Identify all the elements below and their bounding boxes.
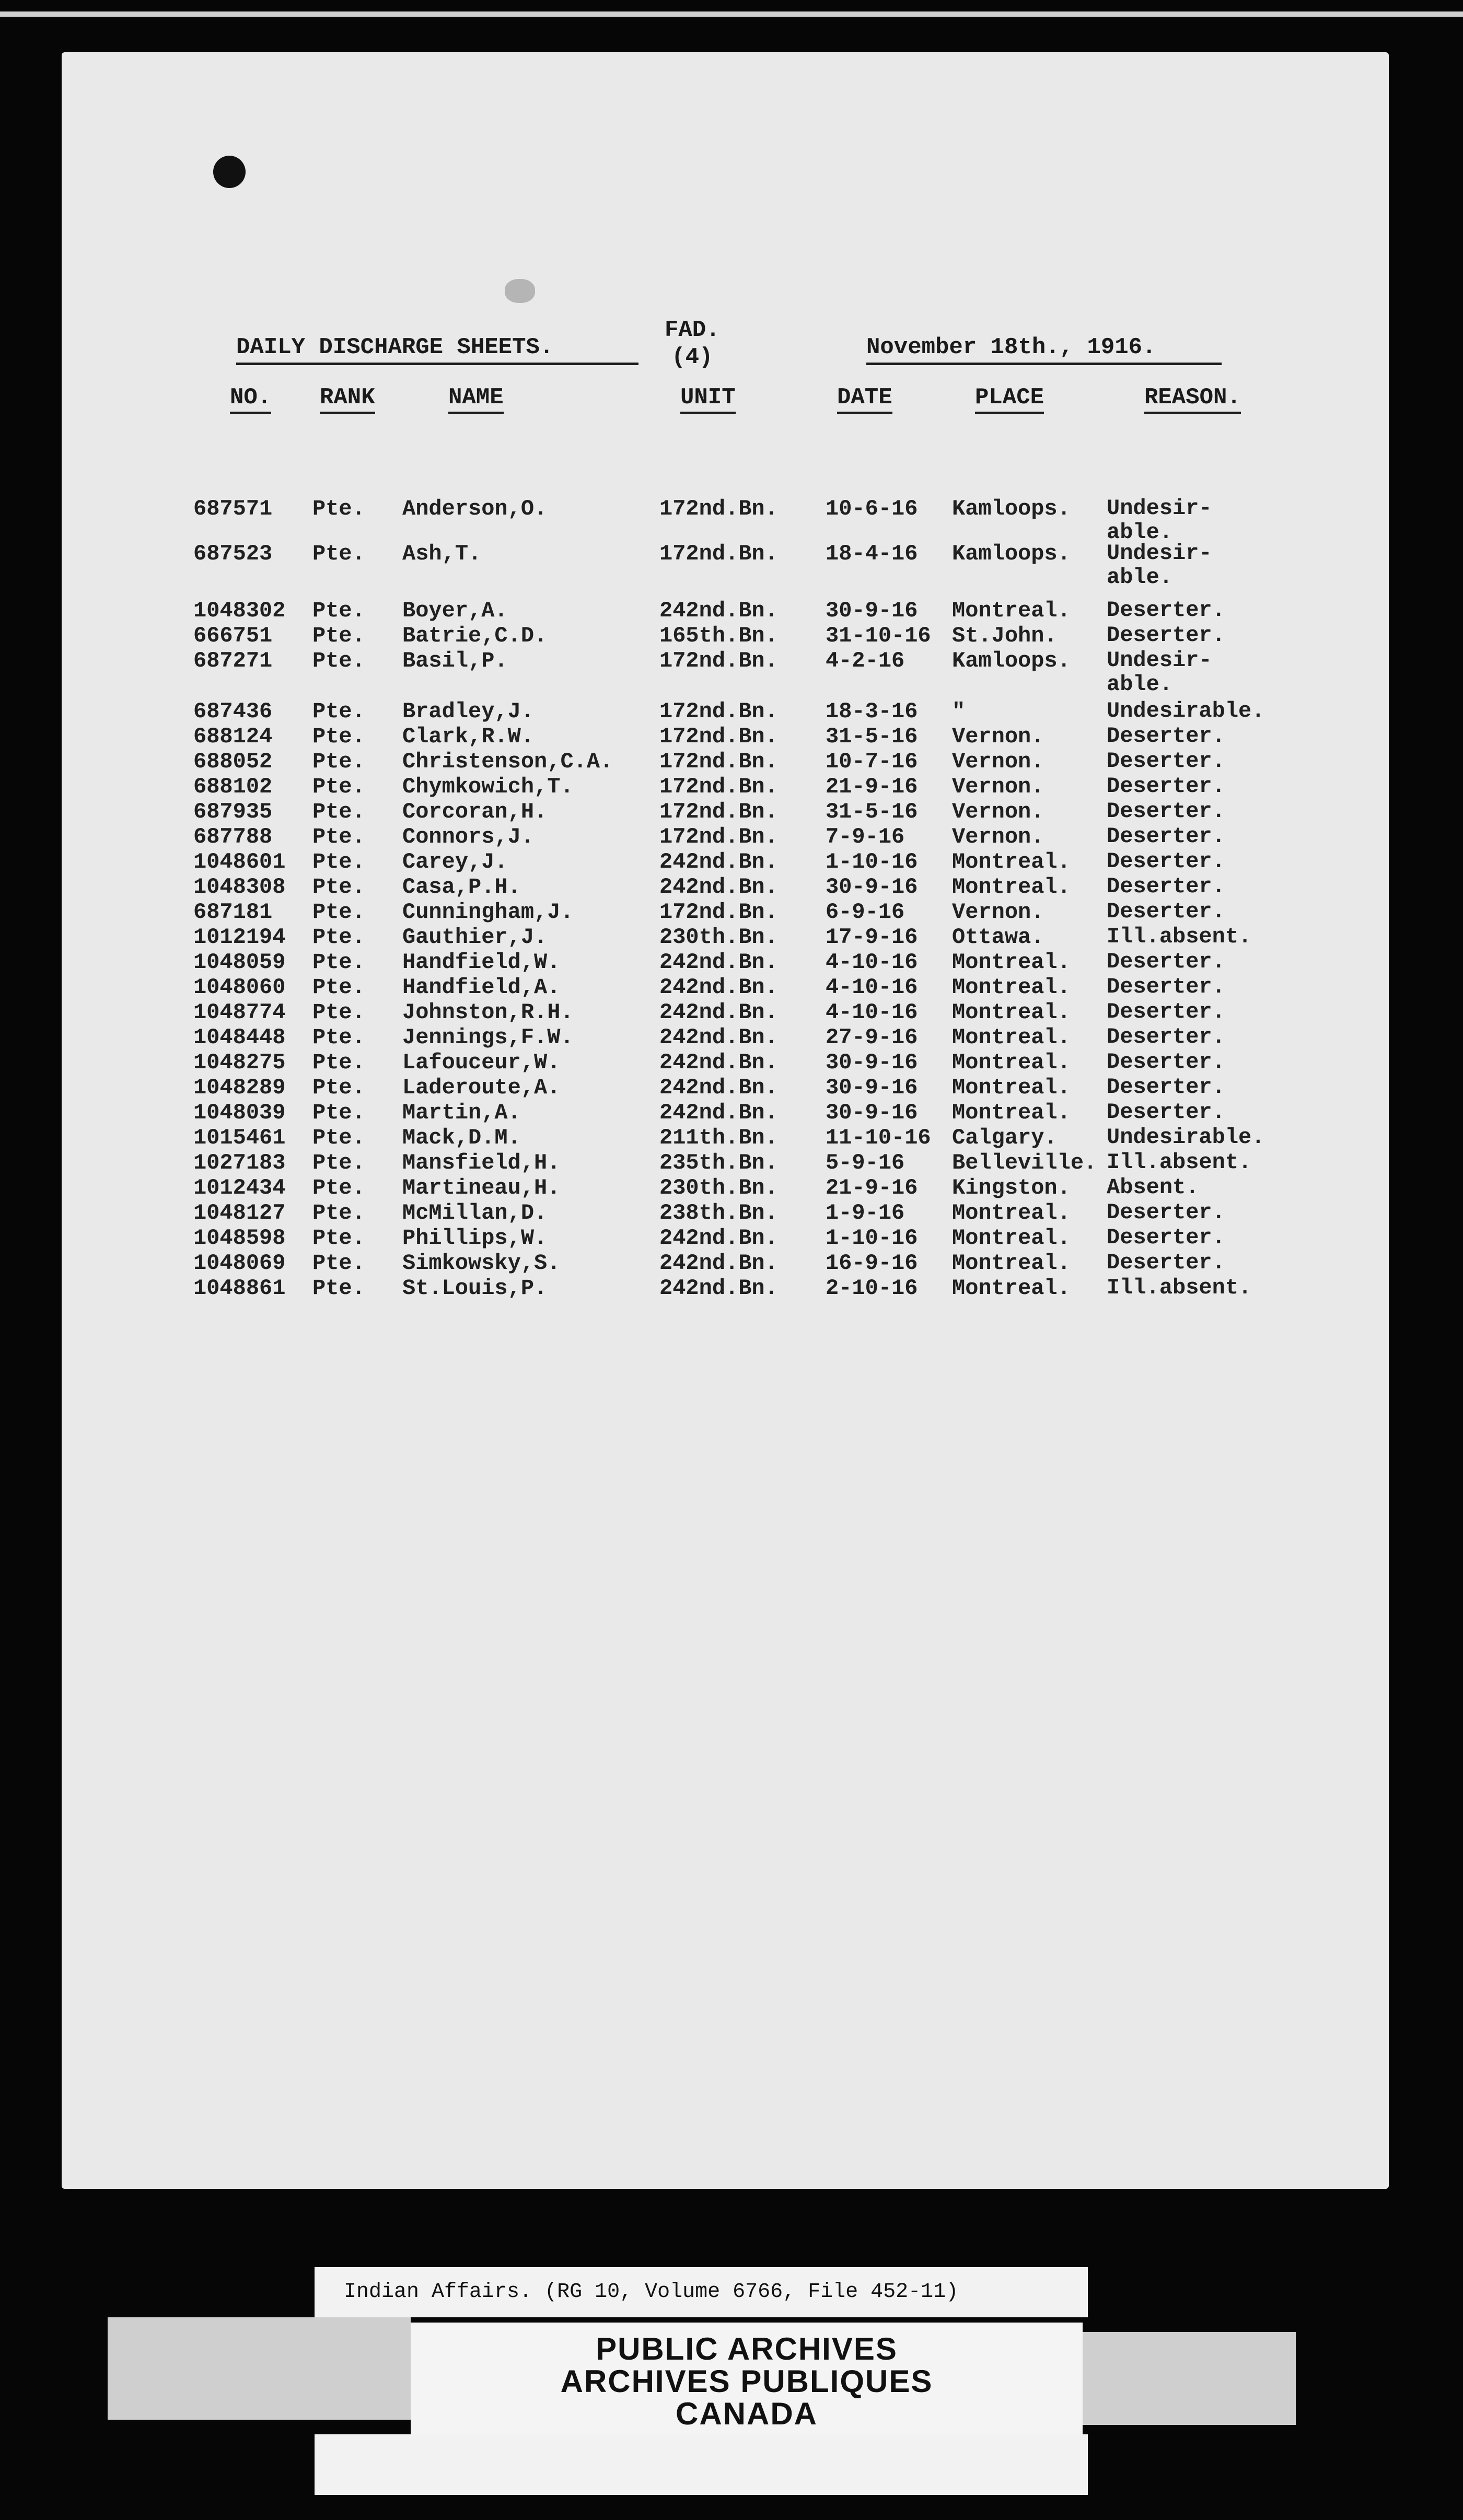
row-unit: 230th.Bn. [659,1175,778,1200]
row-place: Montreal. [952,1025,1071,1050]
row-reason: Deserter. [1107,1200,1225,1225]
row-date: 2-10-16 [826,1276,918,1301]
sheet-title: DAILY DISCHARGE SHEETS. [236,334,638,365]
row-rank: Pte. [312,1100,365,1125]
row-rank: Pte. [312,1200,365,1226]
row-name: Basil,P. [402,648,508,673]
row-name: Bradley,J. [402,699,535,724]
row-rank: Pte. [312,1276,365,1301]
row-unit: 242nd.Bn. [659,950,778,975]
row-unit: 172nd.Bn. [659,799,778,824]
row-reason: Deserter. [1107,874,1225,899]
row-date: 6-9-16 [826,900,905,925]
row-name: Martineau,H. [402,1175,561,1200]
stamp-line-2: ARCHIVES PUBLIQUES [560,2364,933,2399]
row-number: 1048308 [193,874,286,900]
row-date: 30-9-16 [826,874,918,900]
row-name: Chymkowich,T. [402,774,574,799]
row-number: 1048601 [193,849,286,874]
row-name: Simkowsky,S. [402,1251,561,1276]
row-reason: Deserter. [1107,1250,1225,1275]
row-number: 688052 [193,749,273,774]
row-name: Mansfield,H. [402,1150,561,1175]
row-unit: 242nd.Bn. [659,1226,778,1251]
row-date: 21-9-16 [826,774,918,799]
row-rank: Pte. [312,1175,365,1200]
row-number: 1048127 [193,1200,286,1226]
row-place: Kamloops. [952,541,1071,566]
row-place: Montreal. [952,1050,1071,1075]
row-reason: Undesir- able. [1107,648,1212,697]
row-number: 687271 [193,648,273,673]
row-place: Montreal. [952,950,1071,975]
row-rank: Pte. [312,849,365,874]
row-reason: Ill.absent. [1107,1150,1252,1175]
row-name: Mack,D.M. [402,1125,521,1150]
column-header-name: NAME [448,384,504,414]
row-name: Corcoran,H. [402,799,548,824]
row-date: 16-9-16 [826,1251,918,1276]
row-place: Calgary. [952,1125,1058,1150]
row-unit: 172nd.Bn. [659,724,778,749]
row-rank: Pte. [312,1000,365,1025]
row-place: " [952,699,966,724]
row-date: 30-9-16 [826,598,918,623]
row-reason: Ill.absent. [1107,1275,1252,1300]
row-place: Kingston. [952,1175,1071,1200]
row-number: 1048774 [193,1000,286,1025]
row-name: Batrie,C.D. [402,623,548,648]
row-rank: Pte. [312,648,365,673]
row-reason: Deserter. [1107,623,1225,648]
row-unit: 242nd.Bn. [659,1025,778,1050]
row-date: 30-9-16 [826,1050,918,1075]
row-rank: Pte. [312,623,365,648]
column-header-unit: UNIT [680,384,736,414]
row-date: 18-3-16 [826,699,918,724]
row-unit: 242nd.Bn. [659,1050,778,1075]
row-date: 1-9-16 [826,1200,905,1226]
row-place: Vernon. [952,724,1044,749]
row-date: 1-10-16 [826,1226,918,1251]
row-name: St.Louis,P. [402,1276,548,1301]
row-date: 17-9-16 [826,925,918,950]
row-rank: Pte. [312,824,365,849]
row-unit: 165th.Bn. [659,623,778,648]
row-reason: Deserter. [1107,749,1225,774]
row-number: 1048861 [193,1276,286,1301]
row-unit: 242nd.Bn. [659,874,778,900]
row-place: Kamloops. [952,648,1071,673]
row-rank: Pte. [312,950,365,975]
row-number: 1048059 [193,950,286,975]
row-reason: Deserter. [1107,849,1225,874]
row-place: St.John. [952,623,1058,648]
row-reason: Deserter. [1107,1225,1225,1250]
column-header-date: DATE [837,384,892,414]
row-rank: Pte. [312,1050,365,1075]
row-unit: 172nd.Bn. [659,541,778,566]
row-unit: 242nd.Bn. [659,849,778,874]
row-rank: Pte. [312,900,365,925]
row-unit: 242nd.Bn. [659,1251,778,1276]
row-number: 688102 [193,774,273,799]
row-number: 1015461 [193,1125,286,1150]
archive-label-blank [315,2434,1088,2495]
row-rank: Pte. [312,774,365,799]
row-date: 27-9-16 [826,1025,918,1050]
row-unit: 172nd.Bn. [659,749,778,774]
row-unit: 238th.Bn. [659,1200,778,1226]
row-rank: Pte. [312,1075,365,1100]
row-date: 11-10-16 [826,1125,931,1150]
row-number: 687523 [193,541,273,566]
row-date: 30-9-16 [826,1100,918,1125]
row-number: 1048302 [193,598,286,623]
row-name: Casa,P.H. [402,874,521,900]
row-rank: Pte. [312,874,365,900]
row-unit: 172nd.Bn. [659,699,778,724]
row-rank: Pte. [312,724,365,749]
row-reason: Deserter. [1107,774,1225,799]
row-number: 687571 [193,496,273,521]
sheet-number: (4) [671,344,713,370]
row-place: Montreal. [952,975,1071,1000]
row-number: 688124 [193,724,273,749]
row-unit: 242nd.Bn. [659,1100,778,1125]
row-place: Montreal. [952,1100,1071,1125]
row-reason: Undesirable. [1107,698,1265,724]
row-name: McMillan,D. [402,1200,548,1226]
row-number: 1012194 [193,925,286,950]
row-reason: Ill.absent. [1107,924,1252,949]
row-date: 10-6-16 [826,496,918,521]
row-rank: Pte. [312,925,365,950]
row-reason: Deserter. [1107,824,1225,849]
row-rank: Pte. [312,749,365,774]
column-header-place: PLACE [975,384,1044,414]
film-border [0,11,1463,17]
row-unit: 172nd.Bn. [659,900,778,925]
row-name: Clark,R.W. [402,724,535,749]
row-date: 5-9-16 [826,1150,905,1175]
archive-stamp [411,2323,1083,2441]
row-number: 1012434 [193,1175,286,1200]
row-unit: 172nd.Bn. [659,648,778,673]
archive-reference: Indian Affairs. (RG 10, Volume 6766, File 452-11) [315,2267,1088,2317]
row-reason: Deserter. [1107,724,1225,749]
row-number: 1048275 [193,1050,286,1075]
row-rank: Pte. [312,1150,365,1175]
row-reason: Deserter. [1107,1075,1225,1100]
row-name: Carey,J. [402,849,508,874]
row-place: Ottawa. [952,925,1044,950]
row-name: Jennings,F.W. [402,1025,574,1050]
stamp-line-1: PUBLIC ARCHIVES [596,2331,898,2366]
row-date: 1-10-16 [826,849,918,874]
row-place: Montreal. [952,849,1071,874]
row-rank: Pte. [312,1025,365,1050]
row-name: Christenson,C.A. [402,749,613,774]
row-number: 1048069 [193,1251,286,1276]
row-place: Belleville. [952,1150,1097,1175]
row-name: Johnston,R.H. [402,1000,574,1025]
row-place: Vernon. [952,749,1044,774]
row-place: Montreal. [952,1226,1071,1251]
row-name: Anderson,O. [402,496,548,521]
row-name: Gauthier,J. [402,925,548,950]
stamp-line-3: CANADA [676,2396,818,2431]
row-date: 31-5-16 [826,799,918,824]
row-place: Vernon. [952,824,1044,849]
row-date: 21-9-16 [826,1175,918,1200]
row-reason: Deserter. [1107,1049,1225,1075]
column-header-reason: REASON. [1144,384,1241,414]
row-rank: Pte. [312,1251,365,1276]
row-date: 4-2-16 [826,648,905,673]
row-reason: Deserter. [1107,949,1225,974]
row-place: Montreal. [952,1251,1071,1276]
row-date: 4-10-16 [826,1000,918,1025]
row-reason: Absent. [1107,1175,1199,1200]
row-reason: Deserter. [1107,598,1225,623]
row-unit: 242nd.Bn. [659,975,778,1000]
row-reason: Undesir- able. [1107,496,1212,545]
row-date: 31-5-16 [826,724,918,749]
sheet-code-label: FAD. [665,317,720,343]
row-name: Lafouceur,W. [402,1050,561,1075]
row-date: 30-9-16 [826,1075,918,1100]
row-number: 1048039 [193,1100,286,1125]
row-unit: 230th.Bn. [659,925,778,950]
row-place: Kamloops. [952,496,1071,521]
punch-hole [213,156,246,188]
row-unit: 242nd.Bn. [659,1000,778,1025]
row-number: 687181 [193,900,273,925]
row-place: Montreal. [952,1200,1071,1226]
row-rank: Pte. [312,799,365,824]
row-name: Connors,J. [402,824,535,849]
row-place: Montreal. [952,1276,1071,1301]
row-reason: Deserter. [1107,1100,1225,1125]
row-reason: Deserter. [1107,974,1225,999]
row-reason: Undesirable. [1107,1125,1265,1150]
row-reason: Undesir- able. [1107,541,1212,590]
row-unit: 242nd.Bn. [659,1075,778,1100]
row-place: Montreal. [952,1075,1071,1100]
row-reason: Deserter. [1107,1024,1225,1049]
row-rank: Pte. [312,496,365,521]
column-header-no: NO. [230,384,271,414]
row-name: Handfield,W. [402,950,561,975]
row-name: Boyer,A. [402,598,508,623]
row-place: Vernon. [952,900,1044,925]
row-place: Montreal. [952,1000,1071,1025]
row-name: Martin,A. [402,1100,521,1125]
row-name: Laderoute,A. [402,1075,561,1100]
row-date: 31-10-16 [826,623,931,648]
row-number: 1048289 [193,1075,286,1100]
row-place: Vernon. [952,774,1044,799]
row-rank: Pte. [312,699,365,724]
row-number: 1048448 [193,1025,286,1050]
row-reason: Deserter. [1107,799,1225,824]
row-reason: Deserter. [1107,899,1225,924]
ink-smudge [505,279,535,303]
row-unit: 172nd.Bn. [659,496,778,521]
row-reason: Deserter. [1107,999,1225,1024]
row-rank: Pte. [312,1125,365,1150]
row-date: 4-10-16 [826,950,918,975]
row-name: Handfield,A. [402,975,561,1000]
sheet-date: November 18th., 1916. [866,334,1222,365]
row-name: Phillips,W. [402,1226,548,1251]
row-number: 687788 [193,824,273,849]
column-header-rank: RANK [320,384,375,414]
row-rank: Pte. [312,598,365,623]
row-unit: 242nd.Bn. [659,1276,778,1301]
row-date: 10-7-16 [826,749,918,774]
row-rank: Pte. [312,975,365,1000]
row-rank: Pte. [312,541,365,566]
row-unit: 172nd.Bn. [659,774,778,799]
sheet-code [665,317,720,371]
row-number: 1027183 [193,1150,286,1175]
row-unit: 172nd.Bn. [659,824,778,849]
row-unit: 211th.Bn. [659,1125,778,1150]
row-name: Ash,T. [402,541,482,566]
row-unit: 235th.Bn. [659,1150,778,1175]
row-date: 4-10-16 [826,975,918,1000]
row-number: 1048598 [193,1226,286,1251]
row-number: 1048060 [193,975,286,1000]
row-unit: 242nd.Bn. [659,598,778,623]
row-number: 666751 [193,623,273,648]
row-rank: Pte. [312,1226,365,1251]
row-number: 687436 [193,699,273,724]
film-strip-right [1076,2332,1296,2425]
row-date: 7-9-16 [826,824,905,849]
row-number: 687935 [193,799,273,824]
row-place: Vernon. [952,799,1044,824]
row-place: Montreal. [952,598,1071,623]
film-strip-left [108,2317,411,2420]
row-date: 18-4-16 [826,541,918,566]
row-place: Montreal. [952,874,1071,900]
row-name: Cunningham,J. [402,900,574,925]
